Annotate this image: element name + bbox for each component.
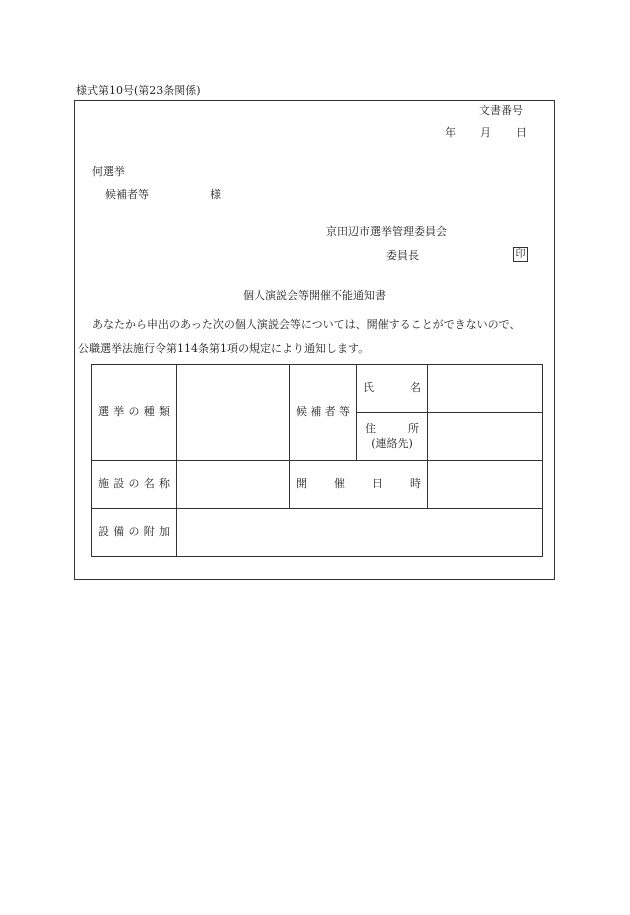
equipment-value — [177, 509, 543, 557]
body-text-line-1: あなたから申出のあった次の個人演説会等については、開催することができないので、 — [92, 318, 521, 331]
name-label: 氏 名 — [357, 365, 428, 413]
seal-mark: 印 — [513, 247, 528, 262]
form-label: 様式第10号(第23条関係) — [76, 84, 201, 97]
candidate-label: 候補者等 — [290, 365, 357, 461]
details-table — [91, 364, 543, 557]
datetime-value — [428, 461, 543, 509]
sender-organization: 京田辺市選挙管理委員会 — [326, 225, 447, 238]
equipment-label: 設備の附加 — [92, 509, 177, 557]
address-contact-label: (連絡先) — [371, 436, 413, 450]
address-label — [357, 413, 428, 461]
date-month: 月 — [480, 126, 491, 139]
election-type-label: 選挙の種類 — [92, 365, 177, 461]
address-label-part-1: 住 — [365, 422, 376, 436]
sender-position: 委員長 — [386, 249, 419, 262]
facility-name-label: 施設の名称 — [92, 461, 177, 509]
address-value — [428, 413, 543, 461]
date-day: 日 — [516, 126, 527, 139]
document-number: 文書番号 — [479, 104, 523, 117]
document-frame — [74, 100, 555, 580]
addressee-election: 何選挙 — [92, 165, 125, 178]
datetime-label: 開 催 日 時 — [290, 461, 428, 509]
addressee-candidate: 候補者等 — [105, 188, 149, 201]
table-row — [92, 365, 543, 413]
table-row — [92, 461, 543, 509]
body-text-line-2: 公職選挙法施行令第114条第1項の規定により通知します。 — [78, 342, 370, 355]
election-type-value — [177, 365, 290, 461]
name-value — [428, 365, 543, 413]
addressee-honorific: 様 — [210, 188, 221, 201]
facility-name-value — [177, 461, 290, 509]
date-year: 年 — [445, 126, 456, 139]
address-label-part-2: 所 — [408, 422, 419, 436]
table-row — [92, 509, 543, 557]
document-title: 個人演説会等開催不能通知書 — [243, 289, 386, 302]
